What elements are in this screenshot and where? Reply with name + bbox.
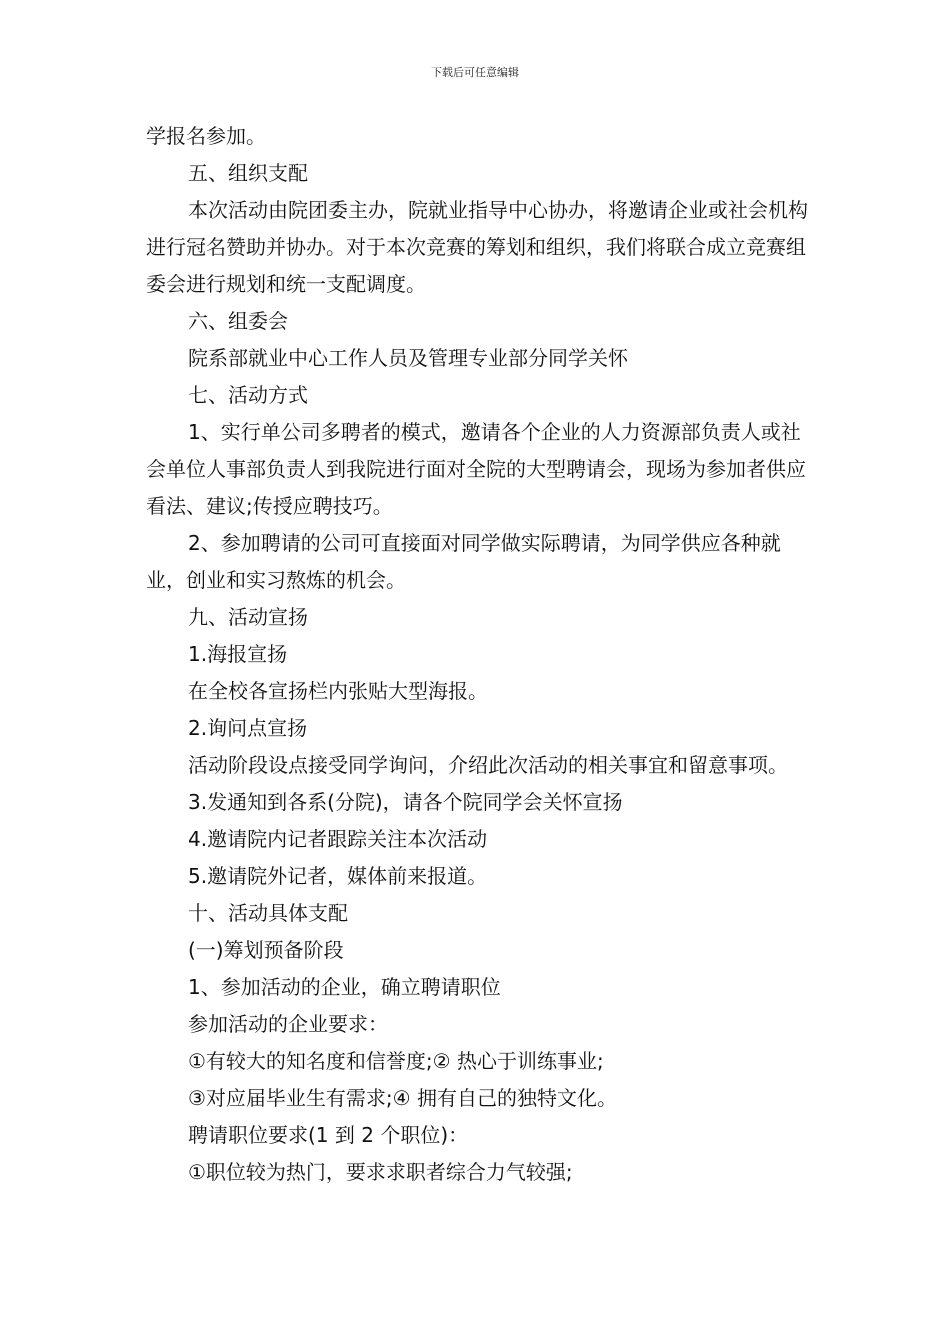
- subheading: 1.海报宣扬: [188, 642, 288, 666]
- paragraph: 聘请职位要求(1 到 2 个职位)：: [188, 1123, 469, 1147]
- paragraph: 学报名参加。: [146, 124, 266, 148]
- section-heading: 九、活动宣扬: [188, 605, 308, 629]
- list-item: ①有较大的知名度和信誉度;② 热心于训练事业;: [188, 1049, 604, 1073]
- paragraph: 4.邀请院内记者跟踪关注本次活动: [188, 827, 488, 851]
- paragraph: 5.邀请院外记者，媒体前来报道。: [188, 864, 488, 888]
- subheading: 2.询问点宣扬: [188, 716, 308, 740]
- page-header: 下载后可任意编辑: [431, 66, 519, 79]
- list-item: ①职位较为热门，要求求职者综合力气较强;: [188, 1160, 573, 1184]
- paragraph: 本次活动由院团委主办，院就业指导中心协办，将邀请企业或社会机构进行冠名赞助并协办。对于本次竞赛的筹划和组织，我们将联合成立竞赛组委会进行规划和统一支配调度。: [146, 198, 808, 296]
- paragraph: 3.发通知到各系(分院)，请各个院同学会关怀宣扬: [188, 790, 623, 814]
- section-heading: 十、活动具体支配: [188, 901, 348, 925]
- paragraph: 院系部就业中心工作人员及管理专业部分同学关怀: [188, 346, 628, 370]
- paragraph: 1、实行单公司多聘者的模式，邀请各个企业的人力资源部负责人或社会单位人事部负责人到我院进行面对全院的大型聘请会，现场为参加者供应看法、建议;传授应聘技巧。: [146, 420, 806, 518]
- section-heading: 七、活动方式: [188, 383, 308, 407]
- list-item: ③对应届毕业生有需求;④ 拥有自己的独特文化。: [188, 1086, 617, 1110]
- paragraph: 在全校各宣扬栏内张贴大型海报。: [188, 679, 488, 703]
- paragraph: 活动阶段设点接受同学询问，介绍此次活动的相关事宜和留意事项。: [188, 753, 788, 777]
- document-body: [146, 118, 810, 1191]
- section-heading: 五、组织支配: [188, 161, 308, 185]
- paragraph: 参加活动的企业要求：: [188, 1012, 388, 1036]
- subheading: (一)筹划预备阶段: [188, 938, 344, 962]
- paragraph: 2、参加聘请的公司可直接面对同学做实际聘请，为同学供应各种就业，创业和实习熬炼的机会。: [146, 531, 781, 592]
- paragraph: 1、参加活动的企业，确立聘请职位: [188, 975, 501, 999]
- section-heading: 六、组委会: [188, 309, 288, 333]
